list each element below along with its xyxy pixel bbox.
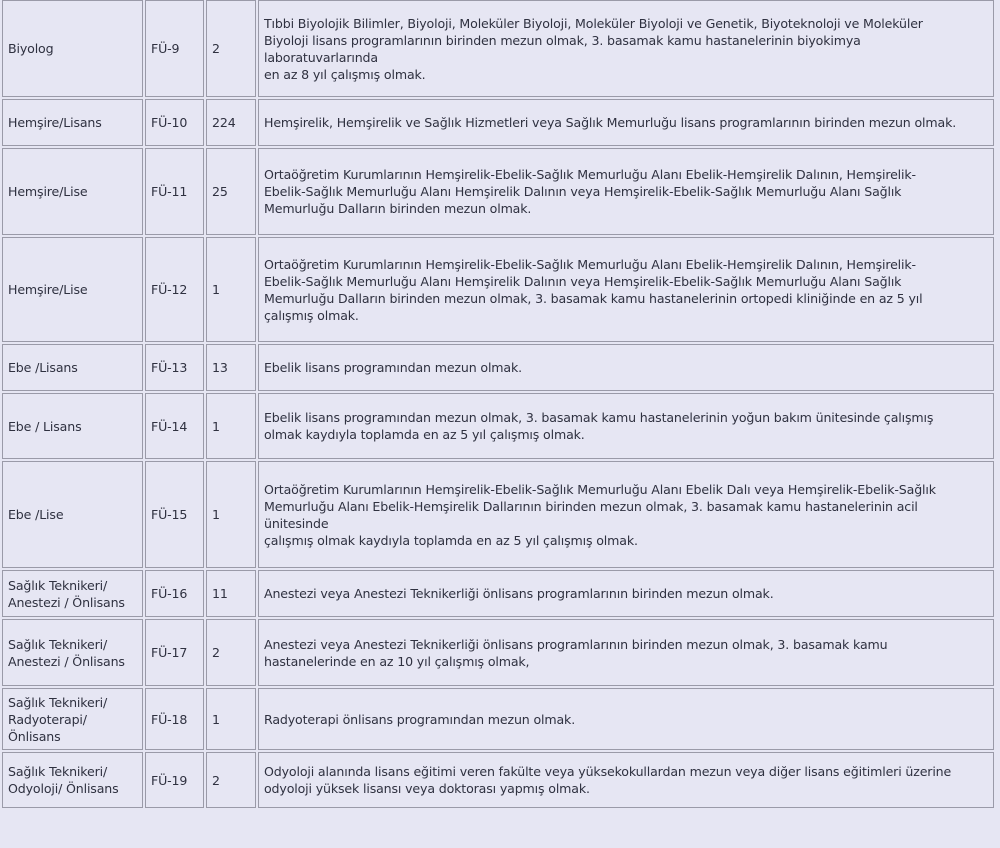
table-row (2, 237, 994, 342)
position-count-cell: 1 (206, 688, 256, 750)
position-count-cell: 1 (206, 461, 256, 568)
position-title-cell: Sağlık Teknikeri/ Anestezi / Önlisans (2, 570, 143, 617)
position-title-cell: Sağlık Teknikeri/ Radyoterapi/ Önlisans (2, 688, 143, 750)
position-code-cell: FÜ-12 (145, 237, 204, 342)
table-row (2, 570, 994, 617)
table-row (2, 148, 994, 235)
position-title-cell: Sağlık Teknikeri/ Odyoloji/ Önlisans (2, 752, 143, 808)
position-code-cell: FÜ-18 (145, 688, 204, 750)
position-count-cell: 2 (206, 0, 256, 97)
position-code-cell: FÜ-15 (145, 461, 204, 568)
position-title-cell: Hemşire/Lisans (2, 99, 143, 146)
requirement-cell: Ortaöğretim Kurumlarının Hemşirelik-Ebelik-Sağlık Memurluğu Alanı Ebelik-Hemşirelik Dalının, Hemşirelik- Ebelik-Sağlık Memurluğu Alanı Hemşirelik Dalının veya Hemşirelik-Ebelik-Sağlık Memurluğu Alanı Sağlık Memurluğu Dalların birinden mezun olmak, 3. basamak kamu hastanelerinin ortopedi kliniğinde en az 5 yıl çalışmış olmak. (258, 237, 994, 342)
table-row (2, 688, 994, 750)
requirement-cell: Anestezi veya Anestezi Teknikerliği önlisans programlarının birinden mezun olmak, 3. basamak kamu hastanelerinde en az 10 yıl çalışmış olmak, (258, 619, 994, 686)
requirement-cell: Radyoterapi önlisans programından mezun olmak. (258, 688, 994, 750)
position-title-cell: Hemşire/Lise (2, 148, 143, 235)
position-title-cell: Hemşire/Lise (2, 237, 143, 342)
position-title-cell: Ebe /Lisans (2, 344, 143, 391)
table-row (2, 619, 994, 686)
requirement-cell: Ortaöğretim Kurumlarının Hemşirelik-Ebelik-Sağlık Memurluğu Alanı Ebelik-Hemşirelik Dalının, Hemşirelik- Ebelik-Sağlık Memurluğu Alanı Hemşirelik Dalının veya Hemşirelik-Ebelik-Sağlık Memurluğu Alanı Sağlık Memurluğu Dalların birinden mezun olmak. (258, 148, 994, 235)
position-count-cell: 25 (206, 148, 256, 235)
position-count-cell: 224 (206, 99, 256, 146)
position-code-cell: FÜ-11 (145, 148, 204, 235)
requirement-cell: Ebelik lisans programından mezun olmak, 3. basamak kamu hastanelerinin yoğun bakım ünitesinde çalışmış olmak kaydıyla toplamda en az 5 yıl çalışmış olmak. (258, 393, 994, 459)
position-count-cell: 1 (206, 393, 256, 459)
position-count-cell: 2 (206, 619, 256, 686)
position-code-cell: FÜ-17 (145, 619, 204, 686)
requirement-cell: Odyoloji alanında lisans eğitimi veren fakülte veya yüksekokullardan mezun veya diğer lisans eğitimleri üzerine odyoloji yüksek lisansı veya doktorası yapmış olmak. (258, 752, 994, 808)
position-title-cell: Ebe / Lisans (2, 393, 143, 459)
table-row (2, 0, 994, 97)
table-row (2, 461, 994, 568)
position-code-cell: FÜ-16 (145, 570, 204, 617)
position-count-cell: 11 (206, 570, 256, 617)
position-count-cell: 1 (206, 237, 256, 342)
table-row (2, 99, 994, 146)
position-code-cell: FÜ-9 (145, 0, 204, 97)
table-row (2, 344, 994, 391)
table-row (2, 393, 994, 459)
position-count-cell: 13 (206, 344, 256, 391)
position-code-cell: FÜ-19 (145, 752, 204, 808)
position-code-cell: FÜ-10 (145, 99, 204, 146)
table-row (2, 752, 994, 808)
requirement-cell: Ortaöğretim Kurumlarının Hemşirelik-Ebelik-Sağlık Memurluğu Alanı Ebelik Dalı veya Hemşirelik-Ebelik-Sağlık Memurluğu Alanı Ebelik-Hemşirelik Dallarının birinden mezun olmak, 3. basamak kamu hastanelerinin acil ünitesinde çalışmış olmak kaydıyla toplamda en az 5 yıl çalışmış olmak. (258, 461, 994, 568)
position-title-cell: Biyolog (2, 0, 143, 97)
requirement-cell: Tıbbi Biyolojik Bilimler, Biyoloji, Moleküler Biyoloji, Moleküler Biyoloji ve Genetik, Biyoteknoloji ve Moleküler Biyoloji lisans programlarının birinden mezun olmak, 3. basamak kamu hastanelerinin biyokimya laboratuvarlarında en az 8 yıl çalışmış olmak. (258, 0, 994, 97)
position-title-cell: Ebe /Lise (2, 461, 143, 568)
requirement-cell: Ebelik lisans programından mezun olmak. (258, 344, 994, 391)
requirement-cell: Anestezi veya Anestezi Teknikerliği önlisans programlarının birinden mezun olmak. (258, 570, 994, 617)
position-code-cell: FÜ-14 (145, 393, 204, 459)
position-count-cell: 2 (206, 752, 256, 808)
position-code-cell: FÜ-13 (145, 344, 204, 391)
position-title-cell: Sağlık Teknikeri/ Anestezi / Önlisans (2, 619, 143, 686)
requirement-cell: Hemşirelik, Hemşirelik ve Sağlık Hizmetleri veya Sağlık Memurluğu lisans programlarının birinden mezun olmak. (258, 99, 994, 146)
